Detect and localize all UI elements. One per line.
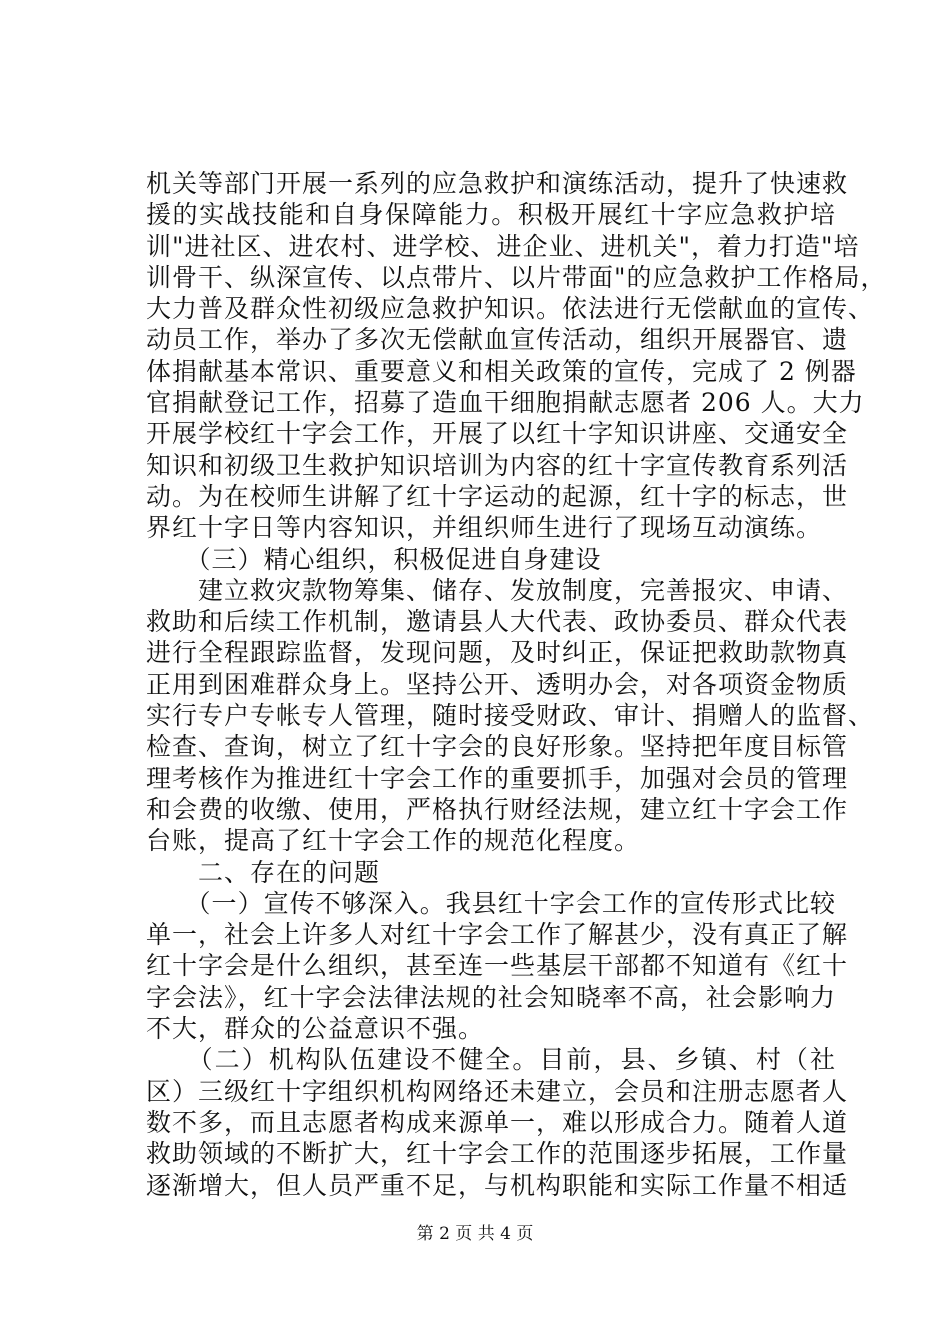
text-line: 台账，提高了红十字会工作的规范化程度。	[146, 826, 641, 856]
text-line: 字会法》，红十字会法律法规的社会知晓率不高，社会影响力	[146, 982, 836, 1012]
text-line: 正用到困难群众身上。坚持公开、透明办会，对各项资金物质	[146, 669, 849, 699]
text-line: 知识和初级卫生救护知识培训为内容的红十字宣传教育系列活	[146, 450, 849, 480]
text-line: 不大，群众的公益意识不强。	[146, 1014, 485, 1044]
text-line: （二）机构队伍建设不健全。目前，县、乡镇、村（社	[146, 1045, 836, 1075]
text-line: 救助和后续工作机制，邀请县人大代表、政协委员、群众代表	[146, 607, 849, 637]
text-line: 开展学校红十字会工作，开展了以红十字知识讲座、交通安全	[146, 419, 849, 449]
text-line: 动。为在校师生讲解了红十字运动的起源，红十字的标志，世	[146, 481, 849, 511]
text-line: 动员工作，举办了多次无偿献血宣传活动，组织开展器官、遗	[146, 325, 849, 355]
text-line: 数不多，而且志愿者构成来源单一，难以形成合力。随着人道	[146, 1107, 849, 1137]
text-line: 机关等部门开展一系列的应急救护和演练活动，提升了快速救	[146, 169, 849, 198]
text-line: 援的实战技能和自身保障能力。积极开展红十字应急救护培	[146, 200, 836, 230]
text-line: （三）精心组织，积极促进自身建设	[146, 544, 602, 574]
text-line: （一）宣传不够深入。我县红十字会工作的宣传形式比较	[146, 888, 836, 918]
text-line: 二、存在的问题	[146, 857, 381, 887]
text-line: 建立救灾款物筹集、储存、发放制度，完善报灾、申请、	[146, 575, 849, 605]
text-line: 官捐献登记工作，招募了造血干细胞捐献志愿者 206 人。大力	[146, 388, 865, 418]
text-line: 训骨干、纵深宣传、以点带片、以片带面"的应急救护工作格局，	[146, 262, 887, 292]
text-line: 训"进社区、进农村、进学校、进企业、进机关"，着力打造"培	[146, 231, 860, 261]
text-line: 大力普及群众性初级应急救护知识。依法进行无偿献血的宣传、	[146, 294, 875, 324]
document-body	[146, 168, 887, 1201]
text-line: 进行全程跟踪监督，发现问题，及时纠正，保证把救助款物真	[146, 638, 849, 668]
text-line: 界红十字日等内容知识，并组织师生进行了现场互动演练。	[146, 513, 823, 543]
text-line: 救助领域的不断扩大，红十字会工作的范围逐步拓展，工作量	[146, 1139, 849, 1169]
text-line: 理考核作为推进红十字会工作的重要抓手，加强对会员的管理	[146, 763, 849, 793]
text-line: 体捐献基本常识、重要意义和相关政策的宣传，完成了 2 例器	[146, 356, 857, 386]
text-line: 实行专户专帐专人管理，随时接受财政、审计、捐赠人的监督、	[146, 701, 875, 731]
text-line: 和会费的收缴、使用，严格执行财经法规，建立红十字会工作	[146, 794, 849, 824]
text-line: 区）三级红十字组织机构网络还未建立，会员和注册志愿者人	[146, 1076, 849, 1106]
text-line: 逐渐增大，但人员严重不足，与机构职能和实际工作量不相适	[146, 1170, 849, 1200]
page-footer: 第 2 页 共 4 页	[416, 1224, 534, 1244]
text-line: 检查、查询，树立了红十字会的良好形象。坚持把年度目标管	[146, 732, 849, 762]
text-line: 单一，社会上许多人对红十字会工作了解甚少，没有真正了解	[146, 920, 849, 950]
text-line: 红十字会是什么组织，甚至连一些基层干部都不知道有《红十	[146, 951, 849, 981]
